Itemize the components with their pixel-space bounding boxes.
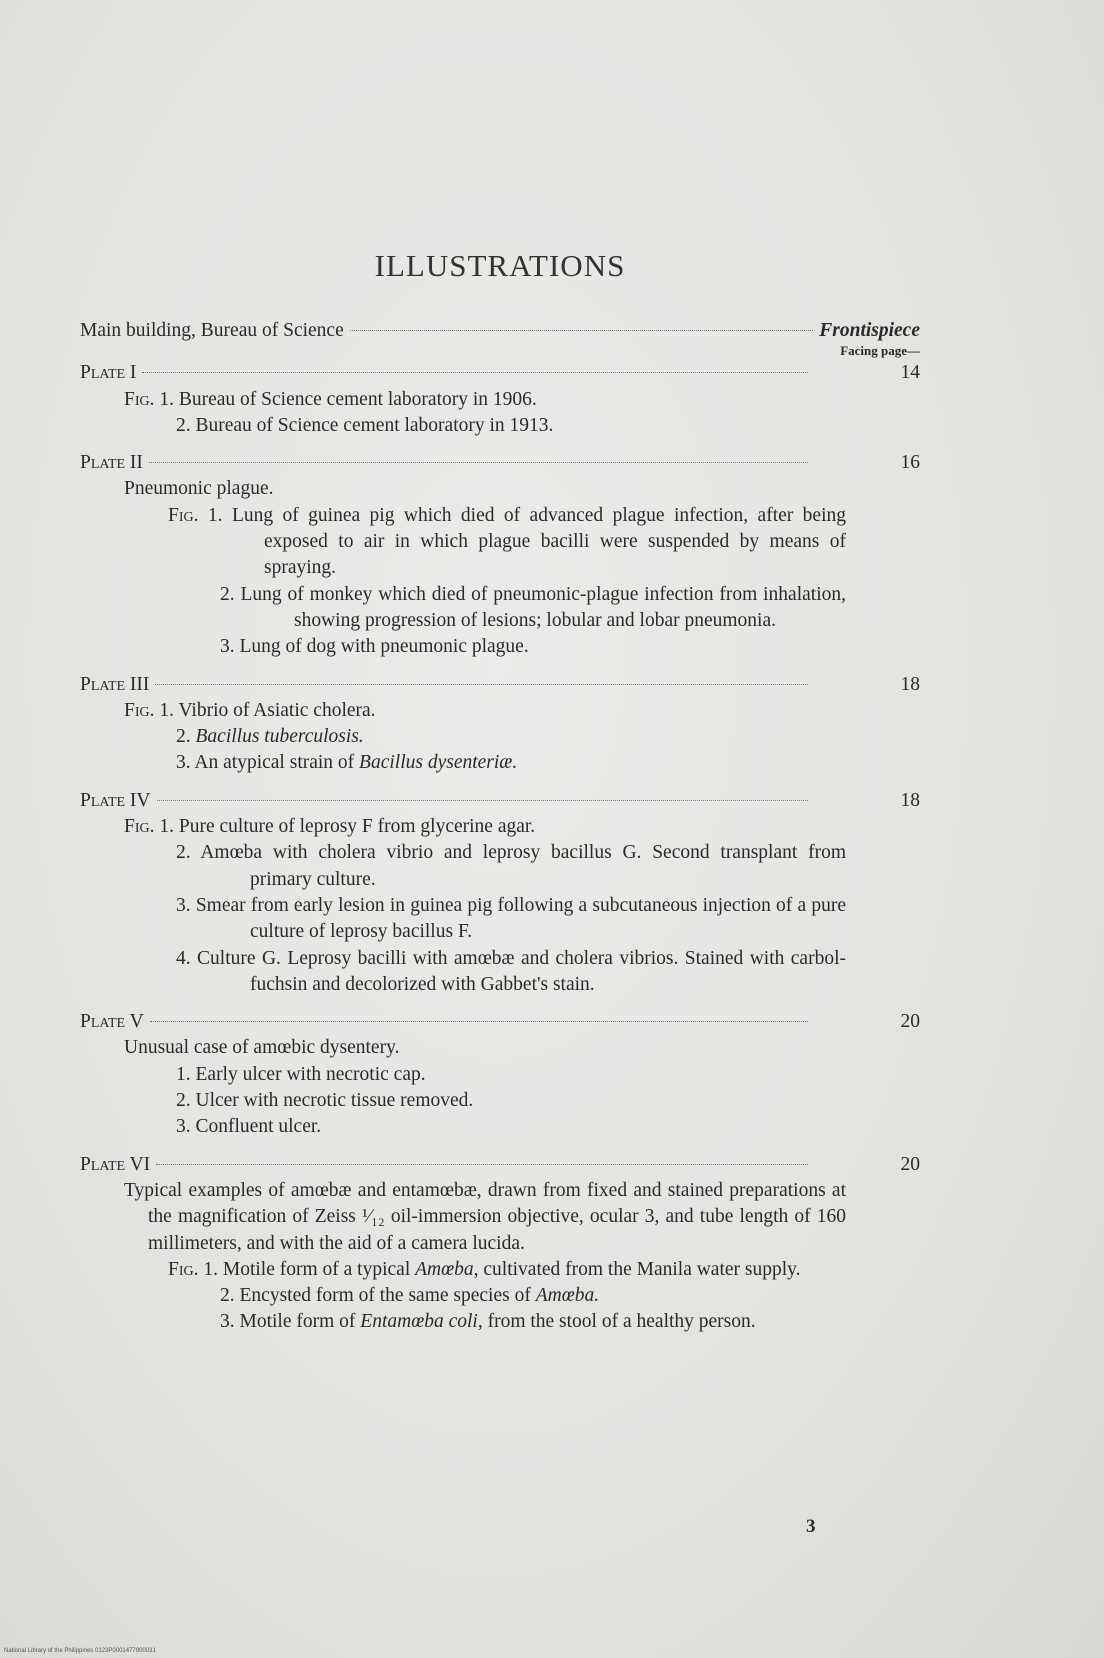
figure-line: Fig. 1. Vibrio of Asiatic cholera.	[124, 699, 376, 721]
figure-line: 2. Encysted form of the same species of Amœba.	[220, 1285, 600, 1307]
footer-stamp: National Library of the Philippines 0123P0001477900031	[4, 1648, 156, 1654]
figure-line: 3. Smear from early lesion in guinea pig following a subcutaneous injection of a pure culture of leprosy bacillus F.	[176, 894, 846, 943]
figure-line: 1. Early ulcer with necrotic cap.	[176, 1063, 426, 1085]
leader-dots	[149, 462, 808, 463]
plate-figures	[80, 698, 846, 777]
illustrations-list	[80, 318, 920, 1336]
page-title: ILLUSTRATIONS	[374, 248, 626, 283]
plate-entry	[80, 788, 920, 814]
plate-label: Plate V	[80, 1011, 144, 1033]
plate-page: 14	[900, 362, 920, 384]
figure-line: 2. Bureau of Science cement laboratory in 1913.	[176, 414, 554, 436]
plate-page: 20	[900, 1011, 920, 1033]
plate-label: Plate VI	[80, 1153, 151, 1175]
page-number: 3	[806, 1516, 816, 1537]
plate-figures	[80, 1035, 846, 1140]
plate-label: Plate IV	[80, 789, 151, 811]
leader-dots	[157, 800, 808, 801]
plate-figures	[80, 387, 846, 440]
figure-line: Fig. 1. Bureau of Science cement laboratory in 1906.	[124, 388, 537, 410]
figure-line: Fig. 1. Pure culture of leprosy F from glycerine agar.	[124, 816, 536, 838]
figure-line: 2. Amœba with cholera vibrio and leprosy bacillus G. Second transplant from primary culture.	[176, 842, 846, 890]
plate-entry	[80, 450, 920, 476]
facing-page-label: Facing page—	[840, 343, 920, 359]
frontispiece-label: Main building, Bureau of Science	[80, 320, 344, 341]
figure-line: 2. Bacillus tuberculosis.	[176, 726, 364, 748]
frontispiece-page: Frontispiece	[819, 320, 920, 341]
plate-page: 18	[900, 789, 920, 811]
plate-entry	[80, 1009, 920, 1035]
plate-figures	[80, 476, 846, 660]
plate-page: 16	[900, 452, 920, 474]
figure-line: 4. Culture G. Leprosy bacilli with amœbæ and cholera vibrios. Stained with carbol-fuchsin and decolorized with Gabbet's stain.	[176, 947, 846, 995]
leader-dots	[156, 1164, 808, 1165]
plate-heading: Unusual case of amœbic dysentery.	[124, 1037, 400, 1059]
figure-line: 3. Lung of dog with pneumonic plague.	[220, 636, 529, 658]
plate-heading: Pneumonic plague.	[124, 478, 274, 500]
plate-heading: Typical examples of amœbæ and entamœbæ, drawn from fixed and stained preparations at the magnification of Zeiss ¹⁄₁₂ oil-immersion objective, ocular 3, and tube length of 160 millimeters, and with the aid of a camera lucida.	[124, 1179, 846, 1254]
frontispiece-entry	[80, 318, 920, 344]
plate-label: Plate II	[80, 452, 143, 474]
figure-line: Fig. 1. Motile form of a typical Amœba, cultivated from the Manila water supply.	[168, 1258, 801, 1280]
plate-page: 20	[900, 1153, 920, 1175]
plate-label: Plate III	[80, 673, 150, 695]
plate-entry	[80, 1152, 920, 1178]
plate-figures	[80, 1178, 846, 1336]
plate-entry	[80, 672, 920, 698]
figure-line: 3. An atypical strain of Bacillus dysenteriæ.	[176, 752, 518, 774]
leader-dots	[150, 1021, 808, 1022]
figure-line: 3. Confluent ulcer.	[176, 1116, 322, 1138]
plate-figures	[80, 814, 846, 998]
plate-entry	[80, 360, 920, 386]
leader-dots	[350, 330, 814, 331]
figure-line: 3. Motile form of Entamœba coli, from the stool of a healthy person.	[220, 1311, 756, 1333]
leader-dots	[142, 372, 808, 373]
figure-line: 2. Ulcer with necrotic tissue removed.	[176, 1090, 474, 1112]
figure-line: Fig. 1. Lung of guinea pig which died of advanced plague infection, after being exposed to air in which plague bacilli were suspended by means of spraying.	[168, 504, 846, 579]
figure-line: 2. Lung of monkey which died of pneumonic-plague infection from inhalation, showing progression of lesions; lobular and lobar pneumonia.	[220, 583, 846, 631]
plate-page: 18	[900, 673, 920, 695]
fig-label: Fig.	[124, 388, 155, 410]
leader-dots	[155, 684, 808, 685]
plate-label: Plate I	[80, 362, 137, 384]
